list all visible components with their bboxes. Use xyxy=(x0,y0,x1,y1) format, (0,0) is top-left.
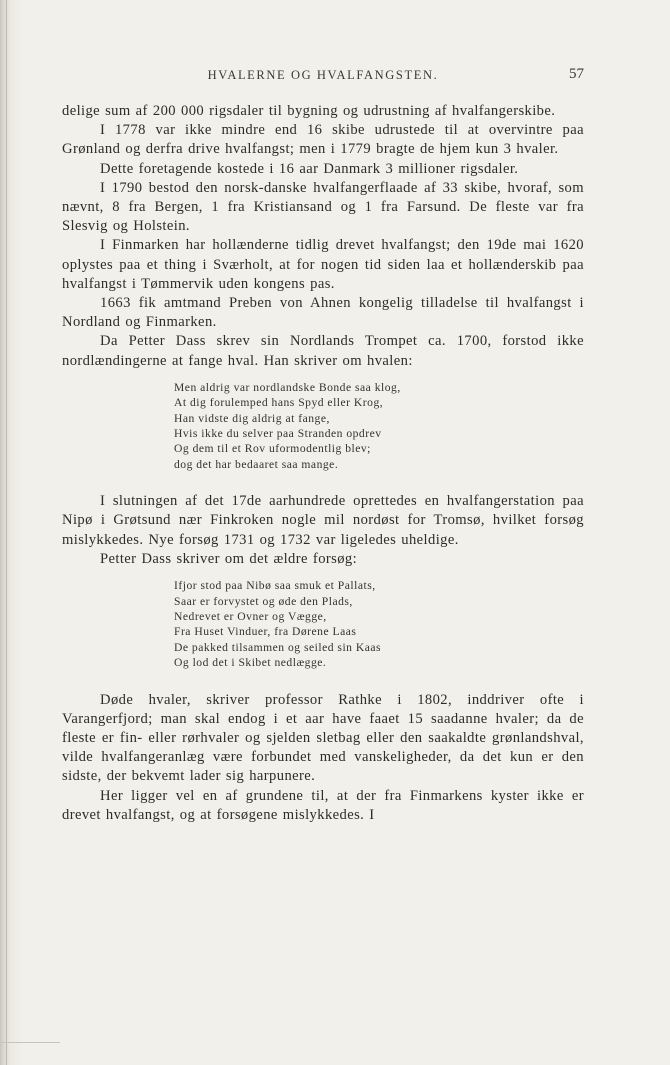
paragraph: Døde hvaler, skriver professor Rathke i 1802, inddriver ofte i Varangerfjord; man skal endog i et aar have faaet 15 saadanne hvaler; da de fleste er fin- eller rørhvaler og sjelden sletbag eller den saakaldte grønlandshval, vilde hvalfangeranlæg være forbundet med vanskeligheder, da det kun er den sidste, der bekvemt lader sig harpunere. xyxy=(62,691,584,785)
poem-line: Fra Huset Vinduer, fra Dørene Laas xyxy=(174,625,357,639)
body-text xyxy=(62,102,584,825)
page-number: 57 xyxy=(569,66,584,82)
paragraph: I Finmarken har hollænderne tidlig drevet hvalfangst; den 19de mai 1620 oplystes paa et thing i Sværholt, at for nogen tid siden laa et hollænderskib paa hvalfangst i Tømmervik uden kongens pas. xyxy=(62,237,584,292)
paragraph: Dette foretagende kostede i 16 aar Danmark 3 millioner rigsdaler. xyxy=(100,160,519,177)
page-edge-mark xyxy=(0,1042,60,1043)
poem-quote-nibo xyxy=(174,578,584,670)
poem-line: Men aldrig var nordlandske Bonde saa klog, xyxy=(174,380,401,394)
paragraph: I 1778 var ikke mindre end 16 skibe udrustede til at overvintre paa Grønland og derfra drive hvalfangst; men i 1779 bragte de hjem kun 3 hvaler. xyxy=(62,122,584,158)
running-header xyxy=(62,66,584,86)
paragraph: I slutningen af det 17de aarhundrede oprettedes en hvalfangerstation paa Nipø i Grøtsund nær Finkroken nogle mil nordøst for Tromsø, hvilket forsøg mislykkedes. Nye forsøg 1731 og 1732 var ligeledes uheldige. xyxy=(62,493,584,548)
paragraph: Her ligger vel en af grundene til, at der fra Finmarkens kyster ikke er drevet hvalfangst, og at forsøgene mislykkedes. I xyxy=(62,787,584,823)
poem-line: Ifjor stod paa Nibø saa smuk et Pallats, xyxy=(174,579,376,593)
binding-edge xyxy=(6,0,7,1065)
paragraph: I 1790 bestod den norsk-danske hvalfangerflaade af 33 skibe, hvoraf, som nævnt, 8 fra Bergen, 1 fra Kristiansand og 1 fra Farsund. De fleste var fra Slesvig og Holstein. xyxy=(62,179,584,235)
poem-quote-nordlands-trompet xyxy=(174,380,584,472)
poem-line: Hvis ikke du selver paa Stranden opdrev xyxy=(174,427,382,441)
poem-line: Nedrevet er Ovner og Vægge, xyxy=(174,609,327,623)
poem-line: Saar er forvystet og øde den Plads, xyxy=(174,594,353,608)
poem-line: De pakked tilsammen og seiled sin Kaas xyxy=(174,640,382,654)
running-header-title: HVALERNE OG HVALFANGSTEN. xyxy=(207,68,439,82)
paragraph: delige sum af 200 000 rigsdaler til bygning og udrustning af hvalfangerskibe. xyxy=(62,103,556,119)
poem-line: Og dem til et Rov uformodentlig blev; xyxy=(174,442,371,456)
poem-line: Han vidste dig aldrig at fange, xyxy=(174,411,330,425)
poem-line: At dig forulemped hans Spyd eller Krog, xyxy=(174,396,384,410)
poem-line: Og lod det i Skibet nedlægge. xyxy=(174,656,327,670)
paragraph: 1663 fik amtmand Preben von Ahnen kongelig tilladelse til hvalfangst i Nordland og Finmarken. xyxy=(62,295,584,331)
poem-line: dog det har bedaaret saa mange. xyxy=(174,457,339,471)
paragraph: Da Petter Dass skrev sin Nordlands Trompet ca. 1700, forstod ikke nordlændingerne at fange hval. Han skriver om hvalen: xyxy=(62,333,584,369)
paragraph: Petter Dass skriver om det ældre forsøg: xyxy=(100,550,358,567)
